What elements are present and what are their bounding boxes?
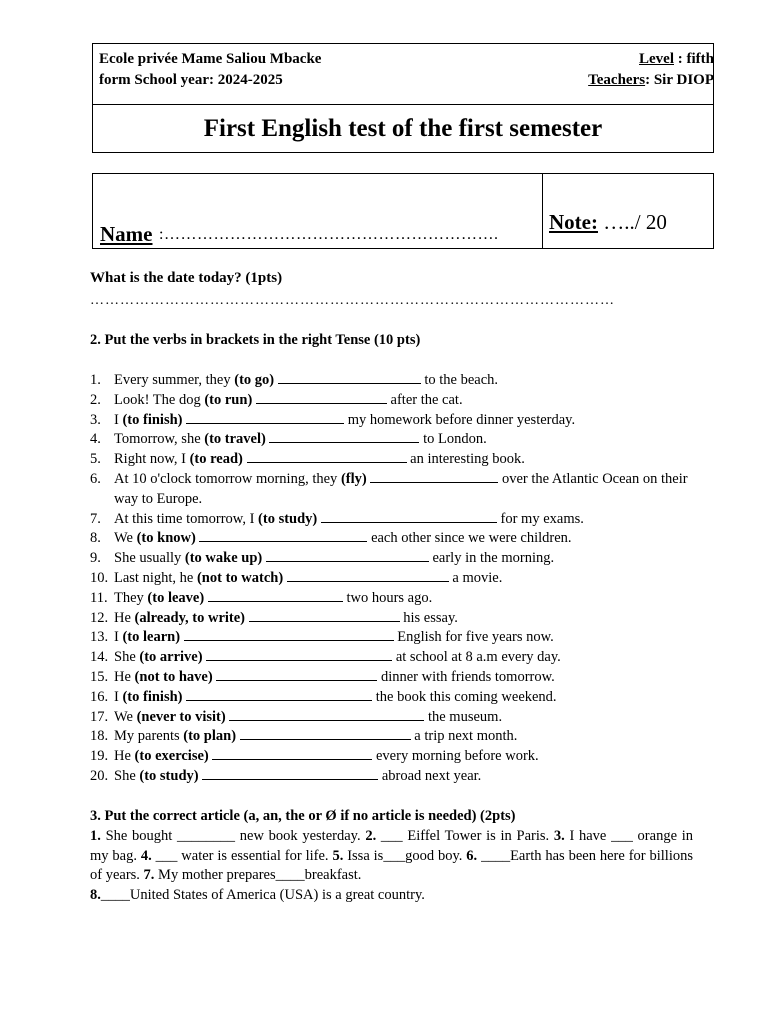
exercise-item [90, 688, 710, 708]
exercise-item [90, 727, 710, 747]
name-cell [93, 174, 543, 248]
item-text: at school at 8 a.m every day. [392, 649, 561, 666]
item-text: Every summer, they [114, 372, 235, 388]
section-2-title: 2. Put the verbs in brackets in the right Tense (10 pts) [90, 332, 421, 348]
item-verb: (to wake up) [184, 550, 263, 567]
item-text: dinner with friends tomorrow. [377, 668, 555, 685]
item-text: abroad next year. [378, 767, 482, 784]
item-text: an interesting book. [406, 451, 525, 468]
school-name: Ecole privée Mame Saliou Mbacke [99, 51, 322, 67]
item-number: 13. [90, 629, 109, 646]
item-text: She [114, 767, 140, 784]
item-number: 6. [466, 847, 478, 864]
item-number: 11. [90, 589, 108, 606]
item-number: 16. [90, 688, 109, 705]
item-verb: (to know) [136, 530, 196, 547]
item-text: I [114, 411, 123, 428]
exercise-item [90, 569, 710, 589]
item-text: ___ water is essential for life. [151, 847, 333, 864]
item-number: 7. [90, 510, 101, 527]
item-number: 2. [90, 391, 101, 408]
note-cell [549, 210, 667, 235]
answer-blank[interactable] [186, 411, 344, 424]
item-text: Tomorrow, she [114, 431, 205, 448]
item-number: 8. [90, 886, 101, 903]
item-number: 17. [90, 708, 109, 725]
item-number: 3. [90, 411, 101, 428]
item-number: 2. [365, 828, 377, 844]
item-number: 20. [90, 767, 109, 784]
answer-blank[interactable] [287, 569, 449, 582]
item-number: 9. [90, 550, 101, 567]
item-text: to the beach. [420, 372, 499, 388]
exercise-item [90, 589, 710, 609]
answer-blank[interactable] [184, 628, 394, 641]
article-paragraph [90, 827, 693, 886]
level-value: : fifth [674, 51, 714, 67]
item-number: 12. [90, 609, 109, 626]
item-verb: (to learn) [122, 629, 181, 646]
item-text: My mother prepares____breakfast. [154, 867, 362, 883]
header-box [92, 43, 714, 105]
exercise-item [90, 450, 710, 470]
item-number: 6. [90, 470, 101, 487]
item-number: 4. [140, 847, 152, 864]
item-number: 3. [553, 828, 565, 844]
article-last-line [90, 886, 693, 906]
section-3-title: 3. Put the correct article (a, an, the or Ø if no article is needed) (2pts) [90, 808, 516, 824]
exercise-item [90, 609, 710, 629]
name-note-box [92, 173, 714, 249]
item-text: I [114, 688, 123, 705]
school-year: form School year: 2024-2025 [99, 72, 283, 88]
item-verb: (to plan) [183, 728, 237, 745]
item-verb: (to study) [139, 767, 199, 784]
note-value: …../ 20 [597, 210, 667, 234]
item-verb: (not to have) [134, 668, 213, 685]
item-number: 5. [332, 847, 344, 864]
exercise-item [90, 708, 710, 728]
item-text: I [114, 629, 123, 646]
exercise-item [90, 529, 710, 549]
name-label: Name [100, 222, 153, 246]
item-text: He [114, 748, 135, 765]
answer-blank[interactable] [212, 747, 372, 760]
item-text: Look! The dog [114, 391, 205, 408]
exercise-item [90, 549, 710, 569]
item-text: At 10 o'clock tomorrow morning, they [114, 470, 341, 487]
item-text: They [114, 589, 148, 606]
answer-blank[interactable] [229, 708, 424, 721]
item-verb: (to finish) [122, 411, 183, 428]
item-verb: (to run) [204, 391, 253, 408]
item-text: We [114, 530, 137, 547]
answer-blank[interactable] [186, 688, 372, 701]
item-text: He [114, 609, 135, 626]
note-label: Note: [549, 210, 598, 234]
item-text: Right now, I [114, 451, 190, 468]
item-verb: (to travel) [204, 431, 266, 448]
exercise-item [90, 391, 710, 411]
exercise-item [90, 628, 710, 648]
level-label: Level [639, 51, 674, 67]
exercise-item [90, 510, 710, 530]
exercise-item [90, 747, 710, 767]
item-text: ____United States of America (USA) is a great country. [100, 886, 425, 903]
answer-blank[interactable] [208, 589, 343, 602]
test-title: First English test of the first semester [92, 105, 714, 153]
item-number: 1. [90, 372, 101, 388]
item-verb: (to finish) [122, 688, 183, 705]
item-verb: (fly) [340, 470, 367, 487]
name-dots: :……………………………………………………. [159, 226, 499, 243]
answer-blank[interactable] [278, 371, 421, 384]
exercise-item [90, 648, 710, 668]
item-number: 19. [90, 748, 109, 765]
answer-blank[interactable] [249, 609, 400, 622]
item-text: Last night, he [114, 569, 197, 586]
answer-blank[interactable] [199, 529, 367, 542]
item-verb: (already, to write) [134, 609, 246, 626]
level-line [588, 49, 714, 70]
item-text: my homework before dinner yesterday. [344, 411, 576, 428]
answer-dotted-line: …………………………………………………………………………………………… [90, 293, 615, 308]
item-text: the museum. [424, 708, 503, 725]
verb-exercise-list [90, 371, 710, 787]
item-text: each other since we were children. [367, 530, 572, 547]
item-number: 5. [90, 451, 101, 468]
teachers-value: : Sir DIOP [645, 72, 714, 88]
question-date: What is the date today? (1pts) [90, 270, 283, 286]
item-number: 8. [90, 530, 101, 547]
item-text: for my exams. [496, 510, 584, 527]
answer-blank[interactable] [247, 450, 407, 463]
teachers-line [588, 70, 714, 91]
exercise-item [90, 668, 710, 688]
exercise-item [90, 430, 710, 450]
item-verb: (to arrive) [139, 649, 203, 666]
item-text: He [114, 668, 135, 685]
item-number: 15. [90, 668, 109, 685]
item-number: 4. [90, 431, 101, 448]
item-text: over the Atlantic Ocean on their way to Europe. [114, 470, 688, 507]
answer-blank[interactable] [266, 549, 429, 562]
item-number: 14. [90, 649, 109, 666]
item-text: after the cat. [386, 391, 463, 408]
item-text: She [114, 649, 140, 666]
item-text: a trip next month. [410, 728, 518, 745]
item-verb: (to leave) [147, 589, 205, 606]
item-text: the book this coming weekend. [372, 688, 557, 705]
item-text: She usually [114, 550, 185, 567]
item-text: two hours ago. [342, 589, 433, 606]
item-verb: (to exercise) [134, 748, 209, 765]
item-text: She bought ________ new book yesterday. [100, 828, 366, 844]
answer-blank[interactable] [256, 391, 387, 404]
answer-blank[interactable] [269, 430, 419, 443]
answer-blank[interactable] [216, 668, 377, 681]
exercise-item [90, 767, 710, 787]
item-text: every morning before work. [372, 748, 539, 765]
item-text: early in the morning. [428, 550, 555, 567]
item-verb: (never to visit) [136, 708, 226, 725]
item-number: 10. [90, 569, 109, 586]
item-text: We [114, 708, 137, 725]
item-text: At this time tomorrow, I [114, 510, 259, 527]
answer-blank[interactable] [240, 727, 411, 740]
item-verb: (to read) [189, 451, 243, 468]
answer-blank[interactable] [370, 470, 498, 483]
item-text: ___ Eiffel Tower is in Paris. [376, 828, 554, 844]
exercise-item [90, 411, 710, 431]
item-number: 1. [90, 828, 101, 844]
item-text: ____Earth has been here for billions of years. [90, 847, 694, 883]
item-verb: (to study) [258, 510, 318, 527]
item-text: I have ___ orange in my bag. [90, 828, 693, 864]
header-right [588, 49, 714, 91]
exercise-item [90, 470, 710, 510]
item-text: English for five years now. [393, 629, 554, 646]
answer-blank[interactable] [202, 767, 378, 780]
exercise-item [90, 371, 710, 391]
item-text: his essay. [399, 609, 458, 626]
item-text: to London. [419, 431, 487, 448]
item-number: 18. [90, 728, 109, 745]
item-verb: (to go) [234, 372, 275, 388]
item-number: 7. [143, 867, 155, 883]
item-text: My parents [114, 728, 184, 745]
item-text: Issa is___good boy. [343, 847, 467, 864]
teachers-label: Teachers [588, 72, 646, 88]
header-left [99, 49, 321, 91]
item-text: a movie. [448, 569, 503, 586]
item-verb: (not to watch) [196, 569, 284, 586]
article-exercise [90, 827, 693, 905]
answer-blank[interactable] [321, 510, 497, 523]
answer-blank[interactable] [206, 648, 392, 661]
